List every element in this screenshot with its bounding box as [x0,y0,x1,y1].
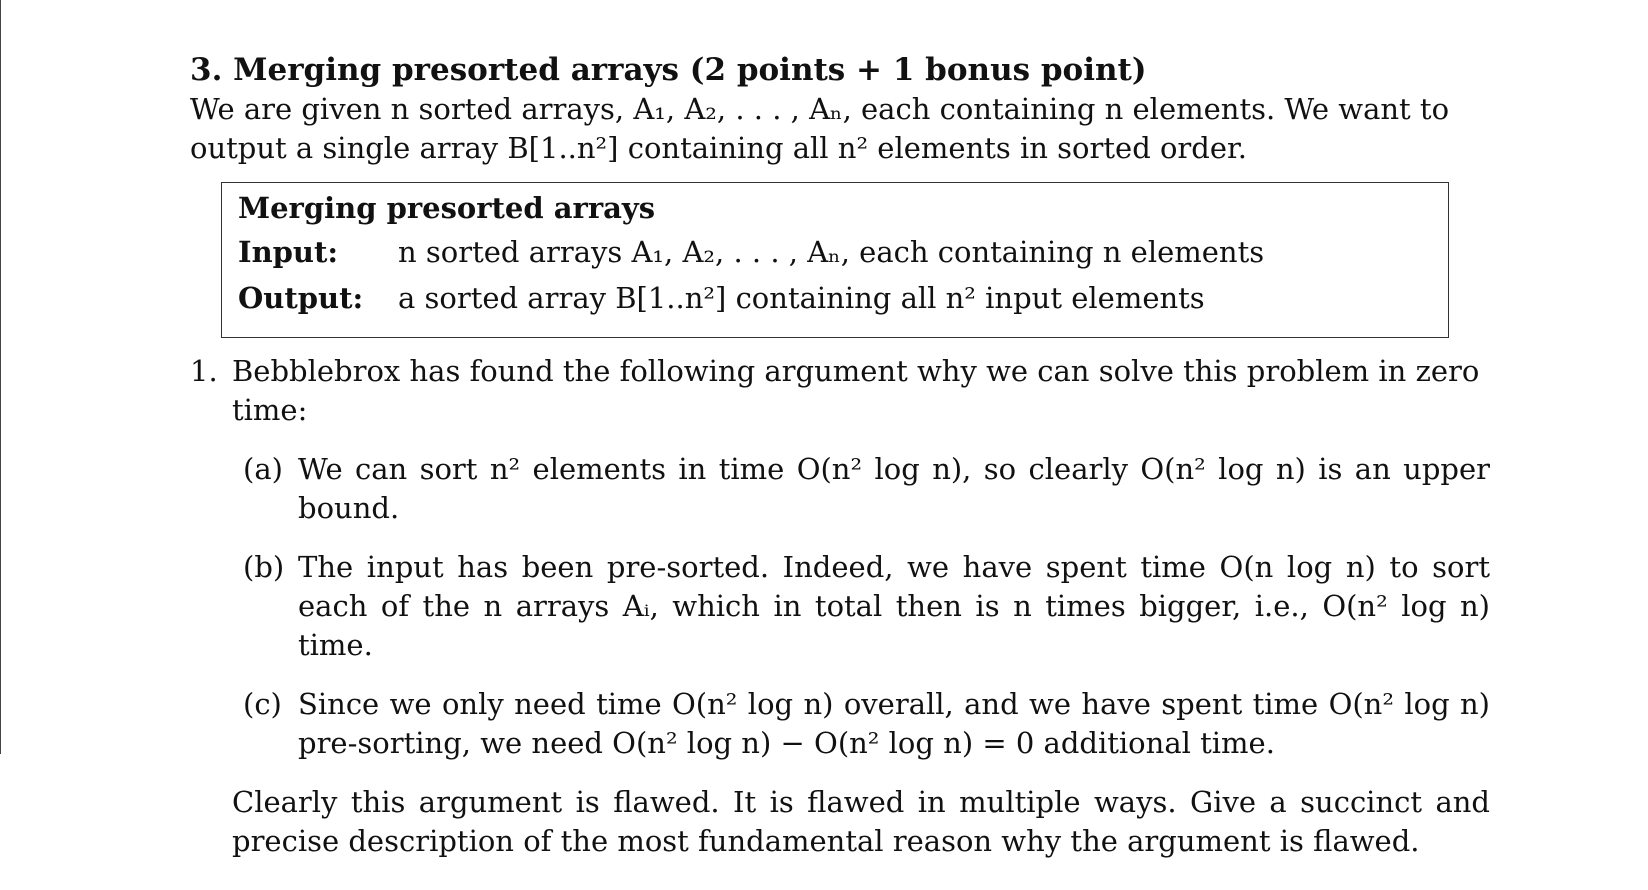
problem-input-row [238,229,1432,275]
argument-step-a [243,450,1490,528]
step-text: Since we only need time O(n² log n) overall, and we have spent time O(n² log n) pre-sorting, we need O(n² log n) − O(n² log n) = 0 additional time. [298,687,1490,760]
argument-step-b [243,548,1490,665]
step-text: We can sort n² elements in time O(n² log n), so clearly O(n² log n) is an upper bound. [298,452,1490,525]
problem-page [190,50,1490,890]
step-text: The input has been pre-sorted. Indeed, we have spent time O(n log n) to sort each of the n arrays Aᵢ, which in total then is n times bigger, i.e., O(n² log n) time. [298,550,1490,662]
problem-definition-box [221,182,1449,338]
problem-intro: We are given n sorted arrays, A₁, A₂, . . . , Aₙ, each containing n elements. We want to output a single array B[1..n²] containing all n² elements in sorted order. [190,92,1450,165]
output-label: Output: [238,281,364,315]
closing-instructions: Clearly this argument is flawed. It is flawed in multiple ways. Give a succinct and precise description of the most fundamental reason why the argument is flawed. [232,785,1490,858]
step-label: (a) [243,452,283,486]
input-label: Input: [238,235,339,269]
question-text: Bebblebrox has found the following argument why we can solve this problem in zero time: [232,354,1480,427]
argument-step-c [243,685,1490,763]
problem-box-title: Merging presorted arrays [238,191,656,225]
question-list [190,352,1490,861]
input-text: n sorted arrays A₁, A₂, . . . , Aₙ, each containing n elements [398,235,1265,269]
step-label: (b) [243,550,285,584]
step-label: (c) [243,687,282,721]
question-item-1 [190,352,1490,430]
page-left-edge [0,0,1,754]
problem-output-row [238,275,1432,321]
output-text: a sorted array B[1..n²] containing all n² input elements [398,281,1205,315]
question-number: 1. [190,354,218,388]
problem-heading: 3. Merging presorted arrays (2 points + 1 bonus point) [190,52,1147,88]
